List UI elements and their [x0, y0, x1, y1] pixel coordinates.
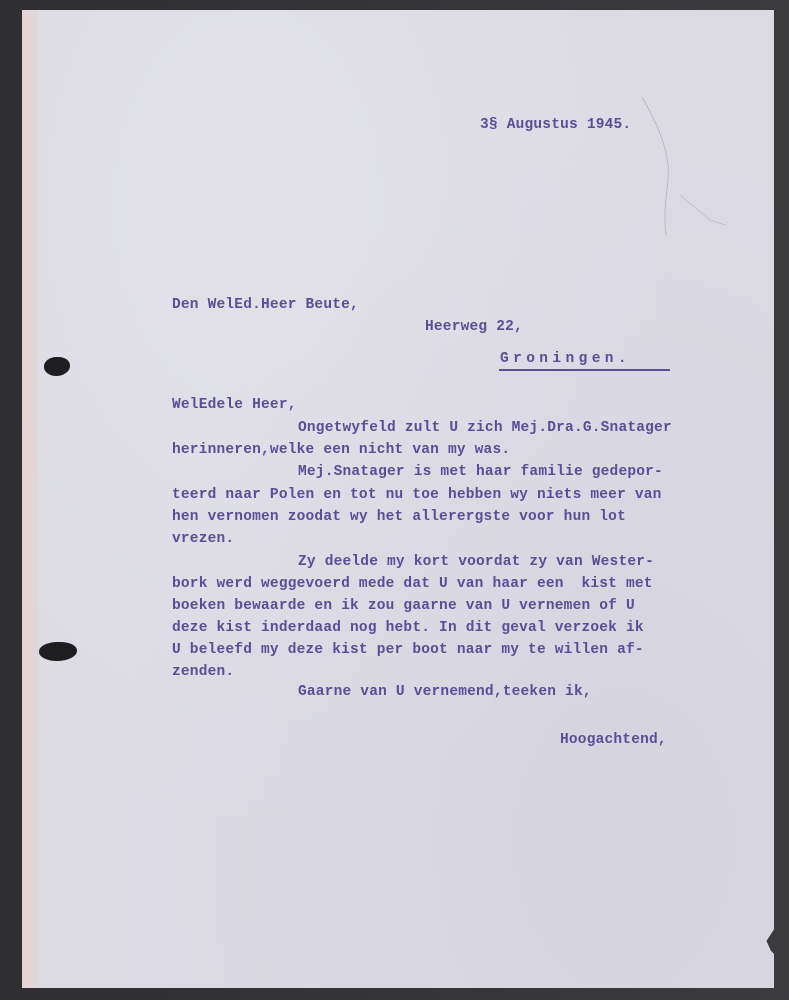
body-line: U beleefd my deze kist per boot naar my te willen af-	[172, 642, 644, 658]
body-line: vrezen.	[172, 531, 235, 547]
body-line: bork werd weggevoerd mede dat U van haar een kist met	[172, 576, 653, 592]
closing-line: Gaarne van U vernemend,teeken ik,	[298, 684, 592, 700]
body-line: Mej.Snatager is met haar familie gedepor-	[298, 464, 663, 480]
recipient-name: Den WelEd.Heer Beute,	[172, 297, 359, 313]
city-underline	[499, 369, 670, 371]
body-line: deze kist inderdaad nog hebt. In dit geval verzoek ik	[172, 620, 644, 636]
pencil-mark	[640, 95, 730, 245]
salutation: WelEdele Heer,	[172, 397, 297, 413]
signoff: Hoogachtend,	[560, 732, 667, 748]
body-line: zenden.	[172, 664, 235, 680]
body-line: teerd naar Polen en tot nu toe hebben wy niets meer van	[172, 487, 662, 503]
body-line: herinneren,welke een nicht van my was.	[172, 442, 511, 458]
recipient-city: Groningen.	[500, 351, 632, 367]
body-line: Zy deelde my kort voordat zy van Wester-	[298, 554, 655, 570]
body-line: boeken bewaarde en ik zou gaarne van U vernemen of U	[172, 598, 635, 614]
paper-edge-strip	[22, 10, 38, 988]
recipient-street: Heerweg 22,	[425, 319, 523, 335]
letter-date: 3§ Augustus 1945.	[480, 117, 632, 133]
body-line: Ongetwyfeld zult U zich Mej.Dra.G.Snatager	[298, 420, 672, 436]
body-line: hen vernomen zoodat wy het allerergste voor hun lot	[172, 509, 626, 525]
